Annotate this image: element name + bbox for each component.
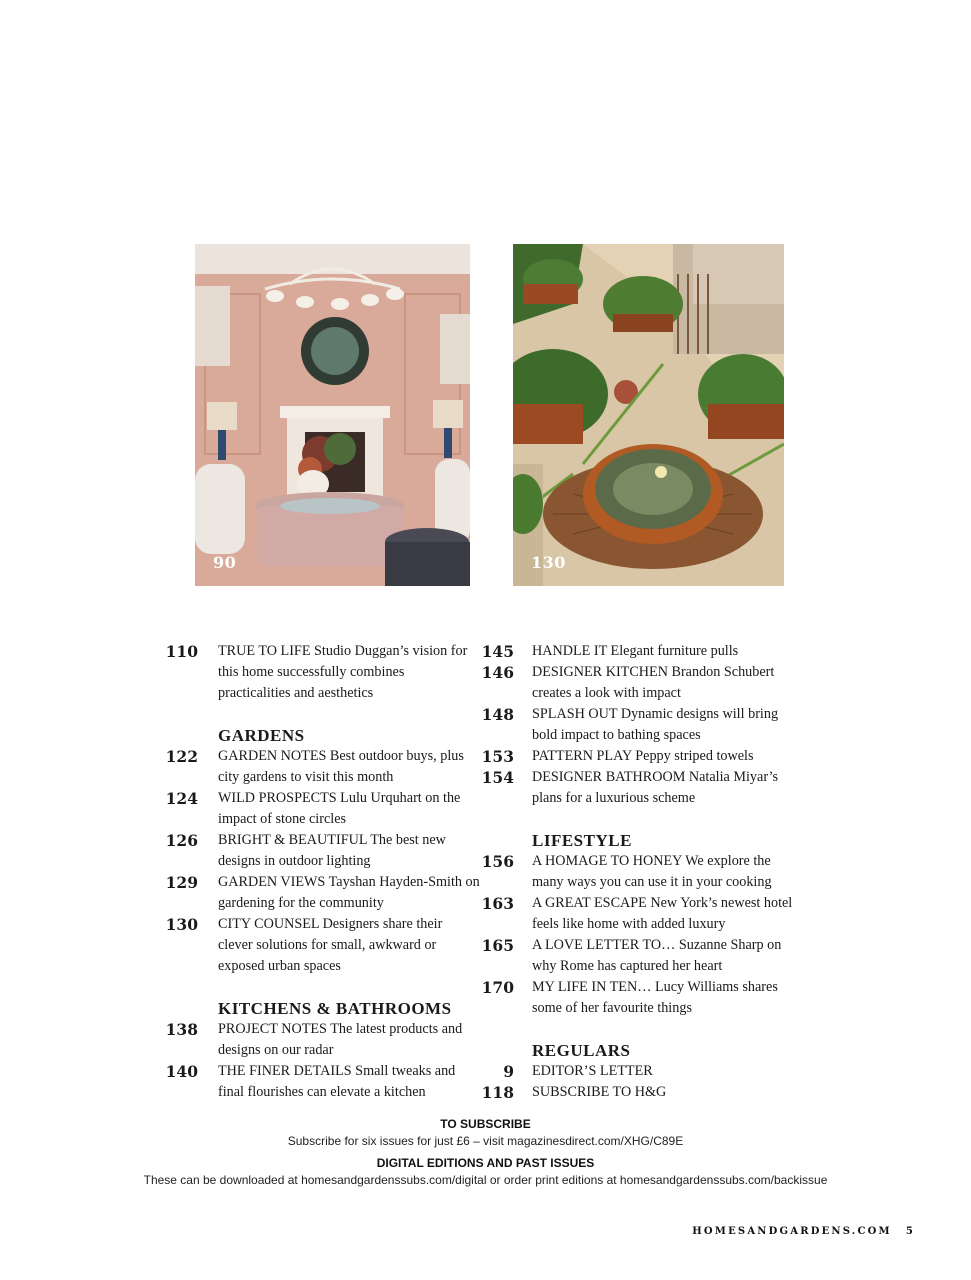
entry-text: MY LIFE IN TEN… Lucy Williams shares some of her favourite things [532,979,778,1016]
entry-text: GARDEN NOTES Best outdoor buys, plus city gardens to visit this month [218,748,464,785]
contents-entry[interactable] [160,1019,480,1061]
entry-page-number: 110 [165,642,198,661]
entry-text: SUBSCRIBE TO H&G [532,1084,667,1100]
photo-page-number: 130 [531,553,566,572]
entry-text: TRUE TO LIFE Studio Duggan’s vision for this home successfully combines practicalities and aesthetics [218,643,468,701]
footer-page-number: 5 [905,1226,915,1237]
subscribe-heading: TO SUBSCRIBE [440,1117,531,1131]
contents-entry[interactable] [478,977,798,1019]
entry-text: A GREAT ESCAPE New York’s newest hotel feels like home with added luxury [532,895,793,932]
footer-site[interactable]: HOMESANDGARDENS.COM [692,1226,892,1237]
contents-entry[interactable] [160,1061,480,1103]
contents-entry[interactable] [478,767,798,809]
section-heading-kitchens-bathrooms: KITCHENS & BATHROOMS [218,999,452,1018]
entry-text: A HOMAGE TO HONEY We explore the many ways you can use it in your cooking [532,853,772,890]
courtyard-garden-photo [513,244,784,586]
entry-text: PROJECT NOTES The latest products and designs on our radar [218,1021,463,1058]
contents-entry[interactable] [160,746,480,788]
section-heading-gardens: GARDENS [218,726,305,745]
contents-entry[interactable] [478,704,798,746]
entry-page-number: 148 [481,705,514,724]
entry-page-number: 9 [503,1062,514,1081]
courtyard-garden-illustration [513,244,784,586]
entry-page-number: 124 [165,789,198,808]
contents-entry[interactable] [160,872,480,914]
entry-text: THE FINER DETAILS Small tweaks and final flourishes can elevate a kitchen [218,1063,456,1100]
page-footer [692,1226,915,1237]
subscribe-text[interactable]: Subscribe for six issues for just £6 – visit magazinesdirect.com/XHG/C89E [287,1134,684,1148]
entry-page-number: 170 [481,978,514,997]
contents-entry[interactable] [478,935,798,977]
living-room-photo [195,244,470,586]
digital-editions-text[interactable]: These can be downloaded at homesandgardenssubs.com/digital or order print editions at homesandgardenssubs.com/backissue [143,1173,828,1187]
digital-editions-heading: DIGITAL EDITIONS AND PAST ISSUES [376,1156,595,1170]
entry-page-number: 163 [481,894,514,913]
photo-page-number: 90 [213,553,237,572]
entry-page-number: 126 [165,831,198,850]
contents-entry[interactable] [478,641,798,662]
entry-page-number: 153 [481,747,514,766]
entry-text: WILD PROSPECTS Lulu Urquhart on the impact of stone circles [218,790,461,827]
contents-entry[interactable] [160,830,480,872]
entry-text: A LOVE LETTER TO… Suzanne Sharp on why Rome has captured her heart [532,937,782,974]
contents-right-column [478,641,798,1103]
entry-text: HANDLE IT Elegant furniture pulls [532,643,739,659]
entry-page-number: 130 [165,915,198,934]
contents-entry[interactable] [160,788,480,830]
entry-page-number: 129 [165,873,198,892]
entry-page-number: 154 [481,768,514,787]
entry-text: CITY COUNSEL Designers share their clever solutions for small, awkward or exposed urban spaces [218,916,443,974]
contents-entry[interactable] [478,1061,798,1082]
contents-left-column [160,641,480,1103]
contents-entry[interactable] [478,1082,798,1103]
entry-text: BRIGHT & BEAUTIFUL The best new designs in outdoor lighting [218,832,446,869]
entry-page-number: 146 [481,663,514,682]
entry-text: DESIGNER BATHROOM Natalia Miyar’s plans for a luxurious scheme [532,769,779,806]
entry-page-number: 140 [165,1062,198,1081]
section-heading-lifestyle: LIFESTYLE [532,831,632,850]
contents-entry[interactable] [478,746,798,767]
entry-page-number: 122 [165,747,198,766]
entry-page-number: 165 [481,936,514,955]
contents-entry[interactable] [478,662,798,704]
contents-entry[interactable] [478,893,798,935]
entry-text: DESIGNER KITCHEN Brandon Schubert creates a look with impact [532,664,775,701]
contents-entry[interactable] [478,851,798,893]
entry-page-number: 145 [481,642,514,661]
entry-text: SPLASH OUT Dynamic designs will bring bold impact to bathing spaces [532,706,779,743]
entry-page-number: 138 [165,1020,198,1039]
contents-entry[interactable] [160,641,480,704]
contents-entry[interactable] [160,914,480,977]
entry-text: PATTERN PLAY Peppy striped towels [532,748,754,764]
entry-page-number: 118 [481,1083,514,1102]
entry-text: EDITOR’S LETTER [532,1063,653,1079]
entry-text: GARDEN VIEWS Tayshan Hayden-Smith on gardening for the community [218,874,480,911]
entry-page-number: 156 [481,852,514,871]
section-heading-regulars: REGULARS [532,1041,631,1060]
living-room-illustration [195,244,470,586]
